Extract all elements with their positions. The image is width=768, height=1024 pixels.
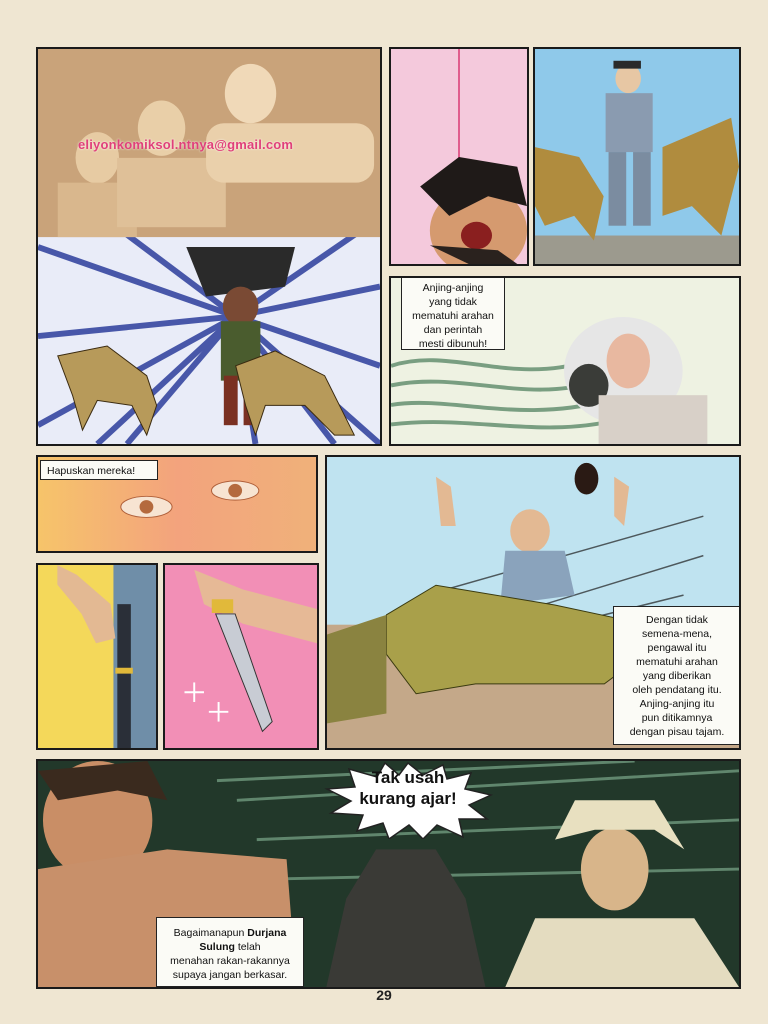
caption-line: dengan pisau tajam. — [629, 726, 725, 738]
shout-speech — [338, 767, 478, 809]
watermark-email: eliyonkomiksol.ntnya@gmail.com — [78, 137, 294, 152]
caption-line: menahan rakan-rakannya — [170, 955, 290, 967]
caption-line: mesti dibunuh! — [418, 338, 488, 350]
caption-line: mematuhi arahan — [412, 310, 494, 322]
caption-line: dan perintah — [423, 324, 483, 336]
caption-name: Durjana Sulung — [199, 927, 287, 953]
speed-burst-art — [38, 49, 380, 444]
panel-screaming-man — [389, 47, 529, 266]
caption-line: yang tidak — [429, 296, 477, 308]
soldier-with-dogs-icon — [535, 49, 739, 264]
shout-line: kurang ajar! — [359, 789, 457, 808]
caption-destroy-them: Hapuskan mereka! — [40, 460, 158, 480]
caption-line — [162, 926, 298, 954]
caption-line: Dengan tidak — [646, 614, 708, 626]
caption-line: mematuhi arahan — [636, 656, 718, 668]
page-number: 29 — [376, 987, 392, 1003]
panel-soldier — [533, 47, 741, 266]
panel-fight — [325, 455, 741, 750]
caption-guard-obeys — [613, 606, 741, 745]
panel-hand-belt — [36, 563, 158, 750]
caption-line: yang diberikan — [642, 670, 712, 682]
panel-old-woman — [389, 276, 741, 446]
caption-rest: telah — [237, 941, 261, 953]
caption-durjana-sulung — [156, 917, 304, 987]
caption-prefix: Bagaimanapun — [173, 927, 245, 939]
caption-line: Anjing-anjing — [422, 282, 484, 294]
caption-line: Anjing-anjing itu — [639, 698, 715, 710]
panel-eyes — [36, 455, 318, 553]
caption-line: supaya jangan berkasar. — [172, 969, 288, 981]
caption-dogs-killed — [401, 278, 505, 350]
caption-line: semena-mena, — [641, 628, 713, 640]
caption-line: pun ditikamnya — [641, 712, 713, 724]
caption-line: pengawal itu — [647, 642, 707, 654]
shout-line: Tak usah — [371, 768, 445, 787]
caption-line: oleh pendatang itu. — [632, 684, 722, 696]
hand-on-belt-icon — [38, 565, 156, 748]
knife-icon — [165, 565, 317, 748]
panel-dogs-clash — [36, 47, 382, 446]
panel-knife — [163, 563, 319, 750]
screaming-face-icon — [391, 49, 527, 264]
panel-villains — [36, 759, 741, 989]
